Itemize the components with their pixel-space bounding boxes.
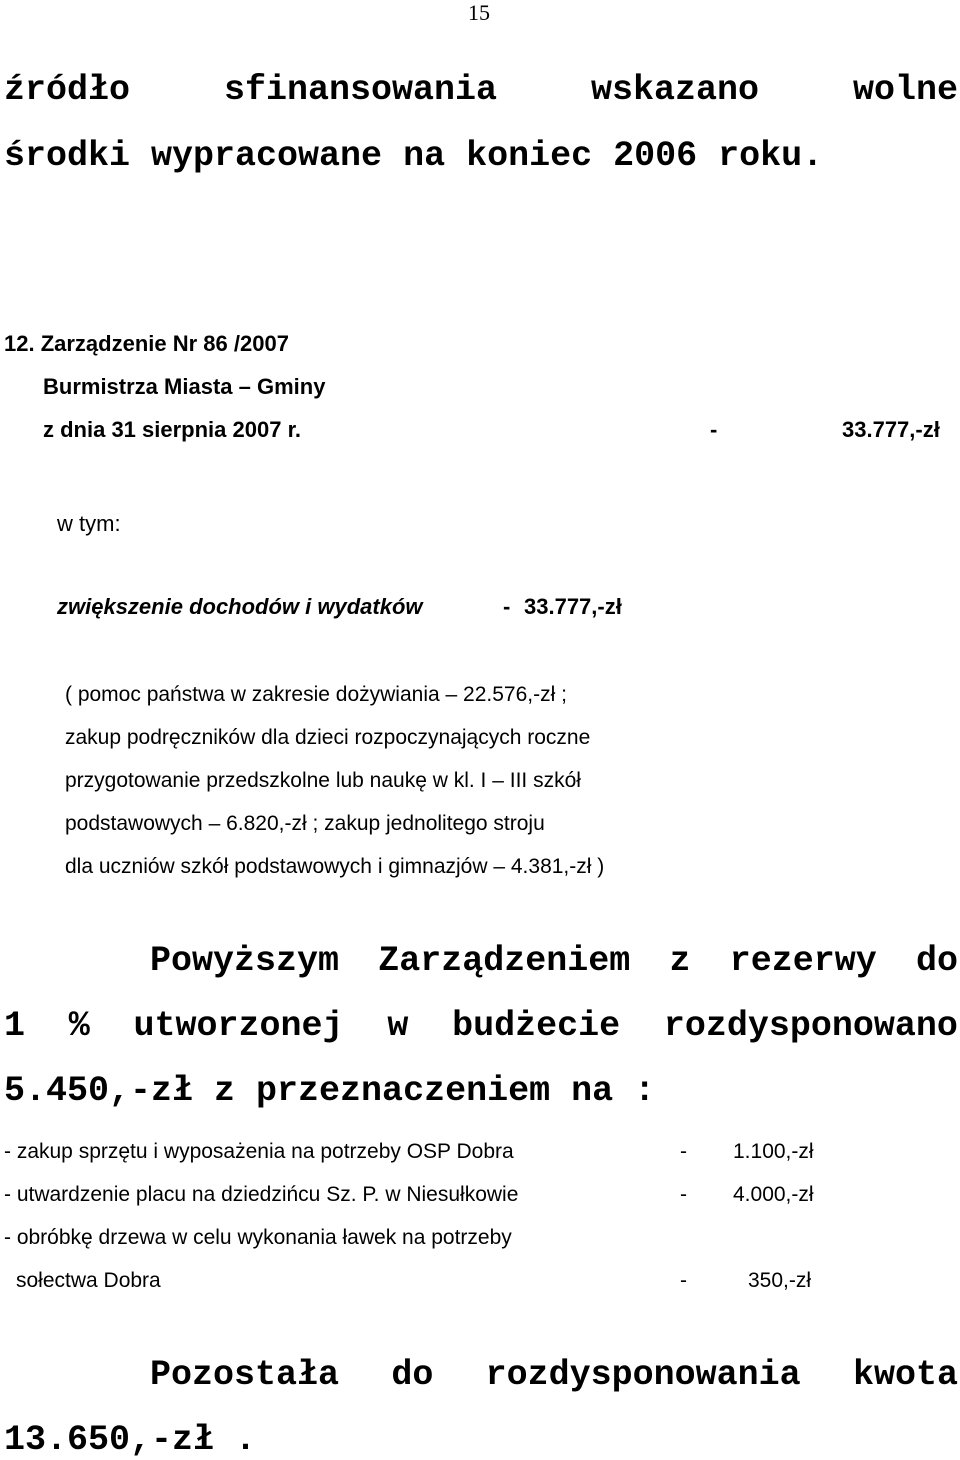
allocation-amount: 1.100,-zł [733, 1140, 814, 1163]
reserve-line-1 [150, 941, 958, 981]
ordinance-issuer: Burmistrza Miasta – Gminy [43, 374, 326, 399]
increase-label: zwiększenie dochodów i wydatków [57, 594, 423, 619]
in-that-label: w tym: [57, 511, 121, 536]
detail-line: dla uczniów szkół podstawowych i gimnazjów – 4.381,-zł ) [65, 855, 605, 878]
allocation-label: - utwardzenie placu na dziedzińcu Sz. P. w Niesułkowie [4, 1183, 519, 1206]
allocation-label: - zakup sprzętu i wyposażenia na potrzeby OSP Dobra [4, 1140, 514, 1163]
reserve-word: Powyższym [150, 941, 340, 981]
reserve-word: 1 [4, 1006, 26, 1046]
allocation-amount: 350,-zł [748, 1269, 812, 1292]
remaining-word: kwota [852, 1355, 958, 1395]
ordinance-dash: - [710, 417, 718, 442]
intro-word: wolne [852, 70, 958, 110]
reserve-line-2 [4, 1006, 958, 1046]
reserve-word: utworzonej [133, 1006, 344, 1046]
remaining-word: rozdysponowania [485, 1355, 801, 1395]
detail-line: przygotowanie przedszkolne lub naukę w kl. I – III szkół [65, 769, 581, 792]
intro-word: wskazano [590, 70, 760, 110]
reserve-word: w [387, 1006, 409, 1046]
detail-line: zakup podręczników dla dzieci rozpoczynających roczne [65, 726, 591, 749]
allocation-label: sołectwa Dobra [16, 1269, 161, 1292]
allocation-dash: - [680, 1269, 687, 1292]
intro-word: sfinansowania [223, 70, 498, 110]
reserve-word: rozdysponowano [663, 1006, 958, 1046]
ordinance-amount: 33.777,-zł [842, 417, 940, 442]
detail-line: podstawowych – 6.820,-zł ; zakup jednolitego stroju [65, 812, 545, 835]
remaining-word: Pozostała [150, 1355, 340, 1395]
page-number: 15 [468, 0, 490, 25]
allocation-label: - obróbkę drzewa w celu wykonania ławek na potrzeby [4, 1226, 512, 1249]
reserve-word: budżecie [452, 1006, 621, 1046]
intro-word: źródło [4, 70, 131, 110]
intro-line-2: środki wypracowane na koniec 2006 roku. [4, 136, 824, 176]
reserve-word: z [669, 941, 691, 981]
reserve-word: Zarządzeniem [378, 941, 631, 981]
allocation-dash: - [680, 1140, 687, 1163]
remaining-line-1 [150, 1355, 958, 1395]
increase-amount: 33.777,-zł [524, 594, 622, 619]
detail-line: ( pomoc państwa w zakresie dożywiania – 22.576,-zł ; [65, 683, 567, 706]
reserve-word: do [915, 941, 958, 981]
ordinance-title: 12. Zarządzenie Nr 86 /2007 [4, 331, 289, 356]
reserve-word: % [68, 1006, 90, 1046]
remaining-word: do [391, 1355, 434, 1395]
allocation-amount: 4.000,-zł [733, 1183, 814, 1206]
intro-line-1 [4, 70, 958, 110]
allocation-dash: - [680, 1183, 687, 1206]
increase-dash: - [503, 594, 511, 619]
ordinance-date: z dnia 31 sierpnia 2007 r. [43, 417, 302, 442]
reserve-line-3: 5.450,-zł z przeznaczeniem na : [4, 1071, 656, 1111]
reserve-word: rezerwy [729, 941, 877, 981]
remaining-amount: 13.650,-zł . [4, 1420, 257, 1460]
